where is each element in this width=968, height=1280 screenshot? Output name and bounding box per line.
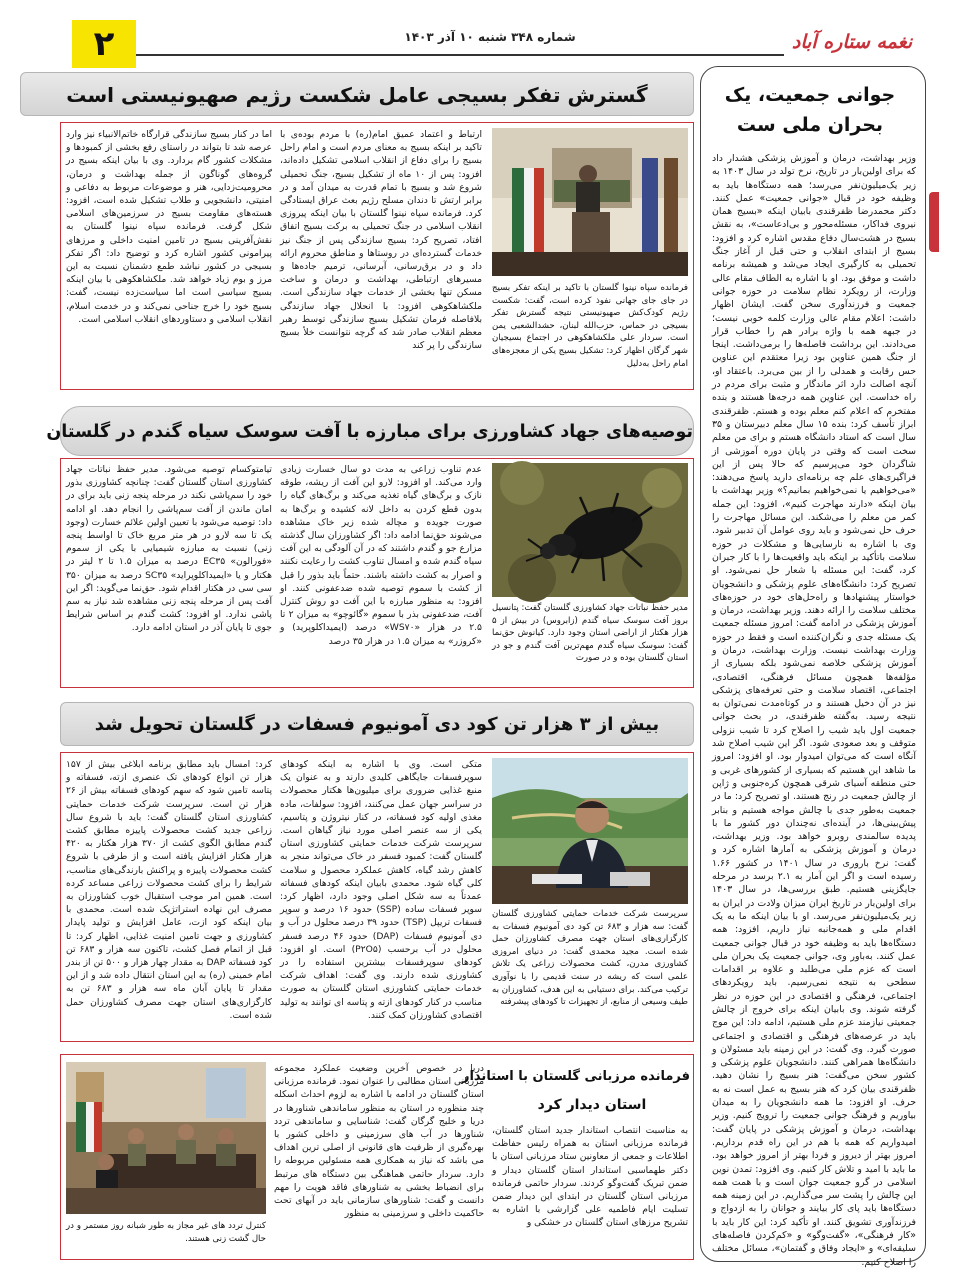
article1-headline: گسترش تفکر بسیجی عامل شکست رژیم صهیونیستی است xyxy=(66,83,648,107)
sidebar-title-line2: بحران ملی ست xyxy=(736,114,884,136)
article3-col1: متکی است. وی با اشاره به اینکه کودهای سوپرفسفات جایگاهی کلیدی دارند و به عنوان یک منبع غذایی ضروری برای میلیون‌ها هکتار محصولات در سراسر جهان عمل می‌کنند، افزود: سولفات، ماده مغذی اولیه کود فسفاته، در کنار نیتروژن و پتاسیم، یکی از سه عنصر اصلی مورد نیاز گیاهان است. سرپرست شرکت خدمات حمایتی کشاورزی استان گلستان گفت: کمبود فسفر در خاک می‌تواند منجر به کاهش رشد گیاه، کاهش عملکرد محصول و سلامت کلی گیاه شود. محمدی بابیان اینکه کودهای فسفاته عمدتاً به سه شکل اصلی وجود دارد، اظهار کرد: سوپر فسفات ساده (SSP) حدود ۱۶ درصد و سوپر فسفات تریپل (TSP) حدود ۳۹ درصد محلول در آب و دی آمونیوم فسفات (DAP) حدود ۴۶ درصد فسفر محلول در آب برحسب (P۲O۵) است. او افزود: کودهای سوپرفسفات بیشترین استفاده را در کشاورزی شده دارند. وی گفت: اهداف شرکت خدمات حمایتی کشاورزی استان گلستان به صورت مناسب در کنار کودهای ازته و پتاسه ای توانند به تولید اقتصادی کشاورزان کمک کنند. xyxy=(280,759,482,1021)
article2-caption: مدیر حفظ نباتات جهاد کشاورزی گلستان گفت: پتانسیل بروز آفت سوسک سیاه گندم (زابروس) در بیش از ۵ هزار هکتار از اراضی استان وجود دارد. کیانوش حق‌نما گفت: سوسک سیاه گندم مهم‌ترین آفت گندم و جو در استان گلستان بوده و در صورت xyxy=(492,603,688,664)
article3-banner xyxy=(60,702,694,746)
article1-col2: اما در کنار بسیج سازندگی قرارگاه خاتم‌الانبیاء نیز وارد عرصه شد تا بتواند در راستای رفع بخشی از کمبودها و مشکلات کشور گام بردارد. وی با بیان اینکه بسیج در گروه‌های گوناگون از جمله بهداشت و درمان، محرومیت‌زدایی، هنر و موضوعات مربوط به دفاعی و امنیتی، دانشجویی و طلاب تشکیل شده است، افزود: هسته‌های مقاومت بسیج در سرزمین‌های اسلامی شکل گرفت. فرمانده سپاه نینوا گلستان به نقش‌آفرینی بسیج در تامین امنیت داخلی و مرزهای پیرامونی کشور اشاره کرد و توضیح داد: اگر تفکر بسیجی در کشور نباشد طمع دشمنان نسبت به این مرز و بوم زیاد خواهد شد. ملکشاهکوهی با بیان اینکه بسیج سیاسی است اما سیاست‌زده نیست، گفت: بسیج خود را خرج جناحی نمی‌کند و در خدمت اسلام، انقلاب اسلامی و دستاوردهای انقلاب اسلامی است. xyxy=(66,129,272,325)
official-portrait-image xyxy=(492,758,688,904)
article4-col-mid: دریا در خصوص آخرین وضعیت عملکرد مجموعه مرزبانی استان مطالبی را عنوان نمود. فرمانده مرزبانی استان گلستان در ادامه با اشاره به لزوم احداث اسکله چند منظوره در استان به منظور ساماندهی شناورها در دریا و خلیج گرگان گفت: شناسایی و ساماندهی تردد شناورها در آب های سرزمینی و داخلی کشور با بهره‌گیری از ظرفیت های قانونی از اصلی ترین اهداف می باشد که نیاز به همکاری همه مسئولین مربوطه را دارد. سردار حاتمی هماهنگی بین دستگاه های مرتبط برای انضباط بخشی به شناورهای فاقد هویت را مهم دانست و گفت: شناورهای سازمانی باید در آبهای تحت حاکمیت داخلی و سرزمینی به منظور xyxy=(274,1063,484,1220)
article3-col2: کرد: امسال باید مطابق برنامه ابلاغی بیش از ۱۵۷ هزار تن انواع کودهای تک عنصری ازته، فسفاته و پتاسه تامین شود که سهم کودهای فسفاته بیش از ۲۶ هزار تن است. سرپرست شرکت خدمات حمایتی کشاورزی استان گلستان گفت: باید با شروع سال زراعی جدید کشت محصولات پاییزه مطابق کشت گندم مطابق الگوی کشت از ۳۷۰ هزار هکتار به ۴۲۰ هزار هکتار افزایش یافته است و از طرفی با شروع کشت محصولات پاییزه و پراکنش بارندگی‌های مناسب، شرایط را برای کشت محصولات زراعی مساعد کرده است. همین امر موجب استقبال خوب کشاورزان به مصرف این نهاده استراتژیک شده است. محمدی با بیان اینکه کود ازت، عامل افزایش و تولید پایدار کشاورزی و جهت تامین امنیت غذایی، اظهار کرد: تا قبل از اتمام فصل کشت، تاکنون سه هزار و ۶۸۳ تن کود فسفاته DAP به مقدار چهار هزار و ۵۰۰ تن از بندر امام خمینی (ره) به این استان انتقال داده شد و از این مقدار تا پایان آبان ماه سه هزار و ۶۸۳ تن به کارگزاری‌های استان جهت مصرف کشاورزان حمل شده است. xyxy=(66,759,273,1021)
article4-col-right: به مناسبت انتصاب استاندار جدید استان گلستان، فرمانده مرزبانی استان به همراه رئیس حفاظت اطلاعات و جمعی از معاونین ستاد مرزبانی استان با دکتر طهماسبی استاندار استان گلستان دیدار و ضمن تبریک گفت‌وگو کردند. سردار حاتمی فرمانده مرزبانی استان گلستان در ابتدای این دیدار ضمن تسلیت ایام فاطمیه علی گزارشی با اشاره به تشریح مرزهای استان گلستان در خشکی و xyxy=(492,1125,688,1229)
article3-photo xyxy=(492,758,688,904)
speaker-podium-image xyxy=(492,128,688,276)
page-number-box xyxy=(72,20,136,68)
sidebar-body: وزیر بهداشت، درمان و آموزش پزشکی هشدار داد که برای اولین‌بار در تاریخ، نرخ تولد در سال ۱۴۰۳ به زیر یک‌میلیون‌نفر می‌رسد؛ همه دستگاه‌ها باید به وظیفه خود در قبال «جوانی جمعیت» عمل کنند. دکتر محمدرضا ظفرقندی بابیان اینکه «بسیج همان نیروی فداکار، مسئله‌محور و بی‌ادعاست»، به نقش بسیج در هشت‌سال دفاع مقدس اشاره کرد و افزود: بسیج از ابتدای انقلاب و حتی قبل از آغاز جنگ تحمیلی به کارگیری ایجاد می‌شد و همیشه برنامه داشت و موفق بود. او با اشاره به الطاف مقام عالی وزارت، از رویکرد نظام سلامت در حوزه جوانی جمعیت و فرزندآوری سخن گفت. ایشان اظهار داشت: اعلام مقام عالی وزارت کلمه خوبی نیست؛ در جبهه همه با واژه برادر هم را خطاب قرار می‌دادند. این برداشت فاصله‌ها را برمی‌داشت. اینجا از جنگ همین عناوین بود زیرا معتقدم این عناوین حس رقابت و همدلی را از بین می‌برد. باعتقاد او، آنچه اصالت دارد اثر ماندگار و مثبت برای مردم در راه خداست. این عناوین همه درجه‌ها هستند و بنده مفتخرم که اعلام کنم معلم بوده و هستم. ظفرقندی ابراز تأسف کرد: بنده ۱۵ سال معلم دبیرستان و ۳۵ سال است که استاد دانشگاه هستم و برای من معلم سخت است که وقتی در پایان دوره آموزشی از شاگردان خود می‌پرسیم که حالا پس از این فراگیری‌های علم چه برنامه‌ای دارید پاسخ می‌دهند: «می‌خواهیم یا نمی‌خواهیم بمانیم؟» وزیر بهداشت با بیان اینکه «دارند مهاجرت کنیم»، افزود: این جمله کمر من معلم را می‌شکند. این مسائل مهاجرت را حرف حل نمی‌شود و باید روی عوامل آن تدبیر شود. وی با اشاره به نارسایی‌ها و مشکلات در حوزه سلامت باتأکید بر اینکه باید واقعیت‌ها را با کار جبران کرد، گفت: این مسئله با شعار حل نمی‌شود. او تصریح کرد: دانشگاه‌های علوم پزشکی و دانشجویان خواستار پیشنهادها و راه‌حل‌های خود در حوزه‌های مختلف سلامت را ارائه دهند. وزیر بهداشت، درمان و آموزش پزشکی در ادامه گفت: امروز مسئله جمعیت یک مسئله جدی و نگران‌کننده است و فقط در حوزه وزارت بهداشت نیست. وزارت بهداشت، درمان و آموزش پزشکی خلاصه نمی‌شود بلکه بسیاری از مؤلفه‌ها همچون مسائل فرهنگی، اقتصادی، اجتماعی، اقتصاد سلامت و حتی تعرفه‌های پزشکی نیز در آن دخیل هستند و در کوتاه‌مدت نمی‌توان به نتیجه رسید. به‌گفته ظفرقندی، در بحث جوانی جمعیت اول باید شیب را اصلاح کرد تا شیب نزولی متوقف و بعد صعودی شود. اگر این شیب اصلاح شد آنگاه است که می‌توان امیدوار بود. او افزود: امروز ما شاهد این هستیم که بسیاری از کشورهای غربی و حتی منطقه آسیای شرقی همچون کره‌جنوبی و ژاپن از چالش جمعیت در رنج هستند. او تصریح کرد: ما در جمعیت به‌طور جدی با چالش مواجه هستیم و بنابر پیش‌بینی‌ها، در آینده‌ای نه‌چندان دور کشور ما با پدیده سالمندی روبرو خواهد بود. وزیر بهداشت، درمان و آموزش پزشکی به آمارها اشاره کرد و گفت: نرخ باروری در سال ۱۴۰۱ در کشور ۱.۶۶ رسیده است و اگر این آمار به ۲.۱ برسد در مرحله جایگزینی هستیم. طبق بررسی‌ها، در سال ۱۴۰۳ برای اولین‌بار در تاریخ ایران میزان ولادت در ایران به زیر یک‌میلیون‌نفر می‌رسد. او با بیان اینکه ما به یک اقدام ملی و همه‌جانبه نیاز داریم، افزود: همه دستگاه‌ها باید به وظیفه خود در قبال جوانی جمعیت عمل کنند. به‌باور وی، جوانی جمعیت یک بحران ملی است که عزم ملی می‌طلبد و علاوه بر اقدامات سطحی به نتیجه نمی‌رسیم. باید رویکردهای اجتماعی، فرهنگی و اقتصادی در این حوزه در نظر گرفته شوند. وی بابیان اینکه برای خروج از چالش جمعیتی نیازمند عزم ملی هستیم، ادامه داد: این موج باید در عرصه‌های فرهنگی و اقتصادی و اجتماعی صورت گیرد. وی گفت: در این زمینه باید مسئولان و دانشگاه‌ها همراهی کنند. دانشجویان علوم پزشکی و کشور سخن می‌گفت: هنر بسیج را نشان دهید. ظفرقندی بیان کرد که هنر بسیج به عمل است نه به حرف. او افزود: ما همه دانشجویان را به میدان بیاوریم و فرهنگ جوانی جمعیت را ترویج کنیم. وزیر بهداشت، درمان و آموزش پزشکی در پایان گفت: امیدواریم که همه با هم در این راه قدم برداریم. امروز بهتر از دیروز و فردا بهتر از امروز خواهد بود. ما باید با امید و تلاش کار کنیم. وی افزود: تمدن نوین اسلامی در گرو جمعیت جوان است و با همت همه این چالش را پشت سر می‌گذاریم. در این زمینه همه دستگاه‌ها باید پای کار بیایند و جوانان را به ازدواج و فرزندآوری تشویق کنند. او تأکید کرد: این کار باید با «کار فرهنگی»، «گفت‌وگو» و «کم‌کردن فاصله‌های سلیقه‌ای» و «ایجاد وفاق و گفتمان»، مسائل مختلف را اصلاح کنیم. xyxy=(712,153,916,1268)
article2-col2: تیامتوکسام توصیه می‌شود. مدیر حفظ نباتات جهاد کشاورزی استان گلستان گفت: چنانچه کشاورزی بذور خود را سم‌پاشی نکند در مرحله پنجه زنی باید برای در امان ماندن از آفت سم‌پاشی را انجام دهد. او ادامه داد: توصیه می‌شود با تعیین اولین علائم خسارت (وجود یک تا سه لارو در هر متر مربع خاک تا اواسط پنجه زنی) نسبت به مبارزه شیمیایی با یکی از سموم «فورالون» EC۳۵ درصد به میزان ۱.۵ تا ۲ لیتر در هکتار و یا «ایمیداکلوپراید» SC۳۵ درصد به میزان ۳۵۰ سی سی در هکتار اقدام شود. حق‌نما می‌گوید: اگر این آفت پس از مرحله پنجه زنی مشاهده شد نیاز به سم پاشی ندارد. او افزود: کشت گندم بر اساس شرایط جوی تا پایان آذر در استان ادامه دارد. xyxy=(66,464,272,634)
issue-line: شماره ۳۴۸ شنبه ۱۰ آذر ۱۴۰۳ xyxy=(404,30,576,44)
black-beetle-image xyxy=(492,463,688,597)
page-number: ۲ xyxy=(93,24,115,64)
sidebar-title-line1: جوانی جمعیت، یک xyxy=(724,84,896,106)
article4-photo xyxy=(66,1062,266,1214)
sidebar-red-tab xyxy=(929,192,939,252)
article3-caption: سرپرست شرکت خدمات حمایتی کشاورزی گلستان گفت: سه هزار و ۶۸۳ تن کود دی آمونیوم فسفات به کارگزاری‌های استان جهت مصرف کشاورزان حمل شده است. مجید محمدی گفت: در دنیای امروزی کشاورزی مدرن، کشت محصولات زراعی یک تلاش علمی است که ریشه در سنت قدیمی را با نوآوری ترکیب می‌کند. برای دستیابی به این هدف، کشاورزان به طیف وسیعی از منابع، از تجهیزات تا کودهای پیشرفته xyxy=(491,909,688,1008)
meeting-room-image xyxy=(66,1062,266,1214)
header-rule xyxy=(136,54,784,56)
logo-text: نغمه ستاره آباد xyxy=(791,31,913,53)
sidebar-title xyxy=(712,80,908,140)
newspaper-logo xyxy=(790,22,914,62)
article1-caption: فرمانده سپاه نینوا گلستان با تاکید بر اینکه تفکر بسیج در جای جای جهانی نفوذ کرده است، گفت: شکست رژیم کودک‌کش صهیونیستی نتیجه گسترش تفکر بسیجی در حماس، حزب‌الله لبنان، حشدالشعبی یمن است. سردار علی ملکشاهکوهی در اجتماع بسیجیان شهر گرگان اظهار کرد: تشکیل بسیج یکی از معجزه‌های امام راحل به‌دلیل xyxy=(492,283,688,369)
article2-col1: عدم تناوب زراعی به مدت دو سال خسارت زیادی وارد می‌کند. او افزود: لارو این آفت از ریشه، طوقه نازک و برگ‌های گیاه تغذیه می‌کند و برگ‌های گیاه را بدون قطع کردن به داخل لانه کشیده و برگ‌ها به صورت جویده و مچاله شده زیر خاک مشاهده می‌شوند حق‌نما ادامه داد: اگر کشاورزان سال گذشته مزارع جو و گندم داشتند که در آن آلودگی به این آفت سیاه گندم شده و امسال تناوب کشت را رعایت نکنند و اصرار به کشت داشته باشند. حتماً باید بذور را قبل از کشت با سموم توصیه شده ضدعفونی کنند. او افزود: به منظور مبارزه با این آفت دو روش کنترل آفت، ضدعفونی بذر با سموم «گائوچو» به میزان ۲ تا ۲.۵ در هزار «WS۷۰» درصد (ایمیداکلوپرید) و «کروزر» به میزان ۱.۵ در هزار ۳۵ درصد xyxy=(280,464,482,647)
article1-photo xyxy=(492,128,688,276)
article3-headline: بیش از ۳ هزار تن کود دی آمونیوم فسفات در گلستان تحویل شد xyxy=(94,714,660,735)
article2-headline: توصیه‌های جهاد کشاورزی برای مبارزه با آفت سوسک سیاه گندم در گلستان xyxy=(46,422,693,442)
article1-banner xyxy=(20,72,694,116)
article4-headline-line1: فرمانده مرزبانی گلستان با استاندار xyxy=(461,1069,690,1084)
article1-col1: ارتباط و اعتماد عمیق امام(ره) با مردم بوده‌ی با تاکید بر اینکه بسیج به معنای مردم است و امام راحل بسیج را برای دفاع از انقلاب اسلامی تشکیل داده‌اند، افزود: پس از ۱۰ ماه از تشکیل بسیج، جنگ تحمیلی شروع شد و بسیج با تمام قدرت به میدان آمد و در برابر ارتش تا دندان مسلح رژیم بعث عراق ایستادگی کرد. فرمانده سپاه نینوا گلستان با بیان اینکه پیروزی انقلاب اسلامی در جنگ تحمیلی به برکت بسیج اتفاق افتاد، تصریح کرد: بسیج سازندگی پس از جنگ نیز خدمات گسترده‌ای در روستاها و مناطق محروم ارائه داد و در برق‌رسانی، آبرسانی، ترمیم جاده‌ها و مسیرهای ارتباطی، بهداشت و درمان و ساخت مسکن تنها بخشی از خدمات جهاد سازندگی است. ملکشاهکوهی افزود: با انحلال جهاد سازندگی بلافاصله فرمان تشکیل بسیج سازندگی توسط رهبر معظم انقلاب صادر شد که گرچه نتوانست خلأ بسیج سازندگی را پر کند xyxy=(280,129,482,352)
article2-photo xyxy=(492,463,688,597)
article4-photo-caption: کنترل تردد های غیر مجاز به طور شبانه روز مستمر و در حال گشت زنی هستند. xyxy=(66,1221,266,1244)
article2-banner xyxy=(46,406,694,456)
article4-headline-line2: استان دیدار کرد xyxy=(537,1097,647,1113)
article4-headline xyxy=(461,1064,690,1120)
